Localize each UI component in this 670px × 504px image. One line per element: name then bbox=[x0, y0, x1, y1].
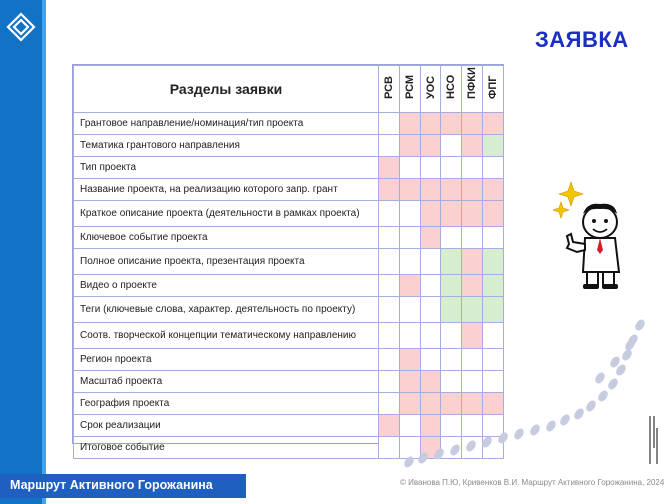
matrix-cell bbox=[420, 179, 441, 201]
table-row bbox=[74, 249, 504, 275]
section-label: Ключевое событие проекта bbox=[74, 227, 379, 249]
section-label: География проекта bbox=[74, 393, 379, 415]
matrix-cell bbox=[420, 135, 441, 157]
table-row bbox=[74, 135, 504, 157]
section-label: Соотв. творческой концепции тематическому направлению bbox=[74, 323, 379, 349]
org-header: НСО bbox=[441, 66, 462, 113]
footprint-mark bbox=[572, 407, 585, 421]
section-label: Масштаб проекта bbox=[74, 371, 379, 393]
footprint-mark bbox=[596, 389, 609, 403]
section-label: Название проекта, на реализацию которого запр. грант bbox=[74, 179, 379, 201]
matrix-cell bbox=[420, 201, 441, 227]
matrix-cell bbox=[441, 179, 462, 201]
org-header: ФПГ bbox=[482, 66, 503, 113]
section-label: Краткое описание проекта (деятельности в рамках проекта) bbox=[74, 201, 379, 227]
section-label: Теги (ключевые слова, характер. деятельность по проекту) bbox=[74, 297, 379, 323]
org-header: ПФКИ bbox=[462, 66, 483, 113]
page-title: ЗАЯВКА bbox=[535, 27, 629, 52]
matrix-cell bbox=[420, 275, 441, 297]
footprint-mark bbox=[606, 377, 619, 391]
footprint-mark bbox=[480, 435, 493, 449]
footprint-mark bbox=[402, 455, 415, 469]
matrix-cell bbox=[399, 135, 420, 157]
matrix-cell bbox=[462, 157, 483, 179]
footprint-mark bbox=[593, 371, 606, 385]
footprint-mark bbox=[584, 399, 597, 413]
footprint-mark bbox=[528, 423, 541, 437]
section-label: Срок реализации bbox=[74, 415, 379, 437]
mascot-thumbs-up-illustration bbox=[553, 180, 631, 290]
matrix-cell bbox=[462, 249, 483, 275]
matrix-cell bbox=[462, 275, 483, 297]
section-label: Регион проекта bbox=[74, 349, 379, 371]
matrix-cell bbox=[441, 227, 462, 249]
matrix-cell bbox=[379, 113, 400, 135]
table-row bbox=[74, 275, 504, 297]
vertical-brand-logo-icon bbox=[645, 408, 661, 470]
table-row bbox=[74, 201, 504, 227]
footprint-mark bbox=[496, 431, 509, 445]
matrix-cell bbox=[482, 179, 503, 201]
matrix-cell bbox=[441, 113, 462, 135]
matrix-cell bbox=[399, 249, 420, 275]
footprint-mark bbox=[544, 419, 557, 433]
matrix-cell bbox=[482, 157, 503, 179]
matrix-cell bbox=[379, 249, 400, 275]
section-label: Грантовое направление/номинация/тип проекта bbox=[74, 113, 379, 135]
matrix-cell bbox=[441, 201, 462, 227]
footer-route-title: Маршрут Активного Горожанина bbox=[10, 478, 213, 492]
footprints-decoration bbox=[395, 300, 665, 475]
matrix-cell bbox=[420, 249, 441, 275]
matrix-cell bbox=[420, 227, 441, 249]
matrix-cell bbox=[379, 201, 400, 227]
matrix-cell bbox=[420, 157, 441, 179]
table-row bbox=[74, 113, 504, 135]
matrix-cell bbox=[441, 275, 462, 297]
footprint-mark bbox=[432, 447, 445, 461]
matrix-cell bbox=[441, 157, 462, 179]
sections-header: Разделы заявки bbox=[74, 66, 379, 113]
matrix-cell bbox=[399, 157, 420, 179]
matrix-cell bbox=[399, 275, 420, 297]
org-header: РСВ bbox=[379, 66, 400, 113]
matrix-cell bbox=[441, 249, 462, 275]
matrix-cell bbox=[462, 135, 483, 157]
matrix-cell bbox=[399, 227, 420, 249]
brand-logo-icon bbox=[6, 12, 36, 42]
footprint-mark bbox=[448, 443, 461, 457]
section-label: Видео о проекте bbox=[74, 275, 379, 297]
left-sidebar-band bbox=[0, 0, 42, 504]
matrix-cell bbox=[379, 179, 400, 201]
matrix-cell bbox=[462, 227, 483, 249]
table-row bbox=[74, 157, 504, 179]
section-label: Итоговое событие bbox=[74, 437, 379, 459]
matrix-cell bbox=[482, 113, 503, 135]
matrix-cell bbox=[482, 249, 503, 275]
table-row bbox=[74, 179, 504, 201]
matrix-cell bbox=[482, 227, 503, 249]
matrix-cell bbox=[379, 275, 400, 297]
section-label: Тип проекта bbox=[74, 157, 379, 179]
copyright-text: © Иванова П.Ю, Кривенков В.И. Маршрут Активного Горожанина, 2024 bbox=[400, 478, 665, 487]
matrix-cell bbox=[462, 201, 483, 227]
matrix-cell bbox=[399, 201, 420, 227]
matrix-cell bbox=[482, 201, 503, 227]
matrix-cell bbox=[399, 179, 420, 201]
table-row bbox=[74, 227, 504, 249]
footprint-mark bbox=[633, 318, 646, 332]
footprint-mark bbox=[416, 451, 429, 465]
matrix-cell bbox=[420, 113, 441, 135]
matrix-cell bbox=[399, 113, 420, 135]
footprint-mark bbox=[558, 413, 571, 427]
matrix-cell bbox=[441, 135, 462, 157]
matrix-cell bbox=[379, 227, 400, 249]
matrix-cell bbox=[379, 135, 400, 157]
left-sidebar-accent bbox=[42, 0, 46, 504]
matrix-cell bbox=[482, 275, 503, 297]
matrix-cell bbox=[462, 113, 483, 135]
matrix-cell bbox=[379, 157, 400, 179]
matrix-cell bbox=[482, 135, 503, 157]
org-header: РСМ bbox=[399, 66, 420, 113]
footprint-mark bbox=[464, 439, 477, 453]
section-label: Тематика грантового направления bbox=[74, 135, 379, 157]
matrix-cell bbox=[462, 179, 483, 201]
section-label: Полное описание проекта, презентация проекта bbox=[74, 249, 379, 275]
org-header: УОС bbox=[420, 66, 441, 113]
footprint-mark bbox=[512, 427, 525, 441]
